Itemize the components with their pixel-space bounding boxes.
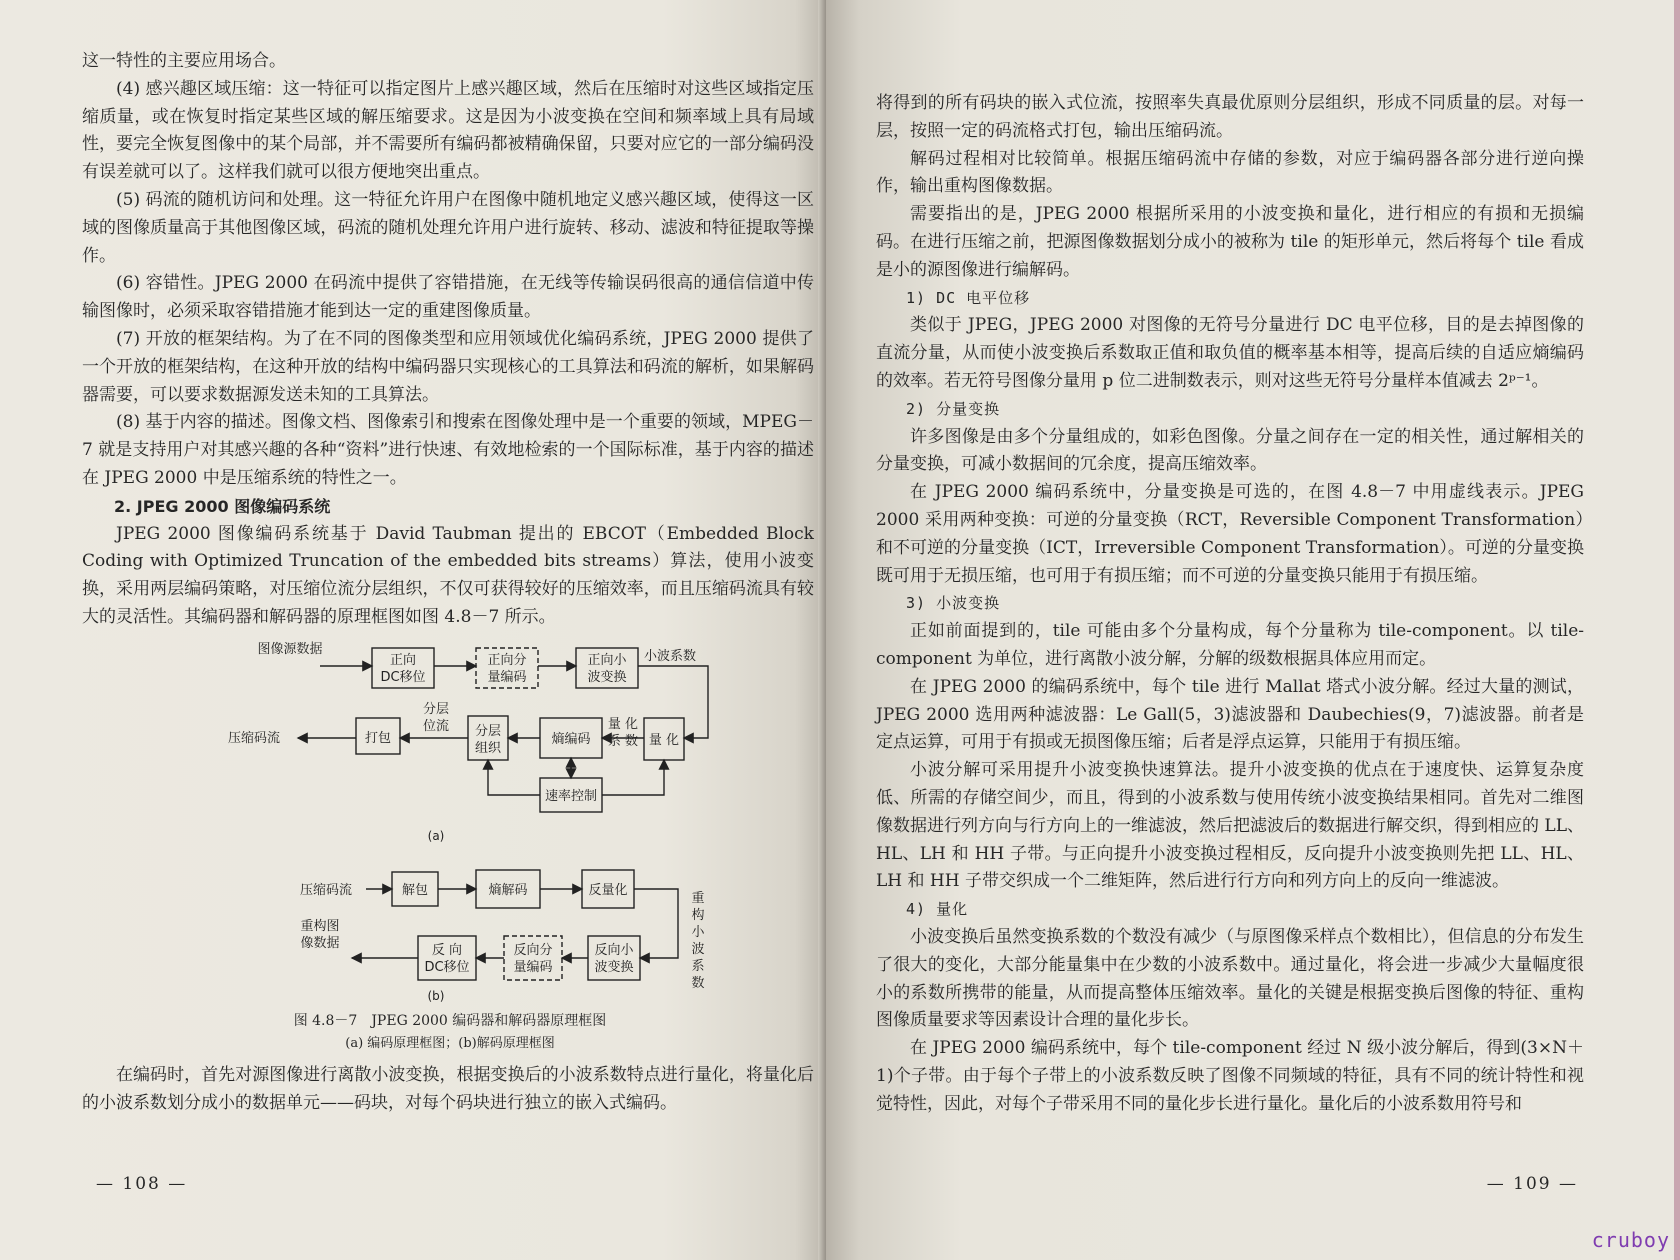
label-layer-org-1: 分层 [474, 723, 502, 739]
paragraph: 类似于 JPEG，JPEG 2000 对图像的无符号分量进行 DC 电平位移，目的是去掉图像的直流分量，从而使小波变换后系数取正值和取负值的概率基本相等，提高后续的自适应熵编码的效率。若无符号图像分量用 p 位二进制数表示，则对这些无符号分量样本值减去 2ᵖ⁻¹。 [876, 315, 1584, 391]
paragraph: 许多图像是由多个分量组成的，如彩色图像。分量之间存在一定的相关性，通过解相关的分量变换，可减小数据间的冗余度，提高压缩效率。 [876, 426, 1584, 475]
label-inv-dc-1: 反 向 [431, 942, 463, 958]
label-sub-b: (b) [427, 988, 445, 1003]
label-inv-wavelet-1: 反向小 [594, 942, 634, 958]
paragraph: 在编码时，首先对源图像进行离散小波变换，根据变换后的小波系数特点进行量化，将量化后的小波系数划分成小的数据单元——码块，对每个码块进行独立的嵌入式编码。 [82, 1064, 814, 1113]
label-wavelet-coef: 小波系数 [643, 648, 697, 664]
watermark: cruboy [1591, 1228, 1670, 1252]
paragraph: 在 JPEG 2000 的编码系统中，每个 tile 进行 Mallat 塔式小波分解。经过大量的测试，JPEG 2000 选用两种滤波器：Le Gall(5，3)滤波器和 Daubechies(9，7)滤波器。前者是定点运算，可用于有损或无损图像压缩；后者是浮点运算，只能用于有损压缩。 [876, 676, 1584, 753]
right-body-text [876, 90, 1584, 1118]
subheading: 4) 量化 [906, 900, 969, 919]
label-entropy: 熵编码 [551, 731, 591, 747]
label-fwd-wavelet-2: 波变换 [587, 669, 627, 685]
label-dequant: 反量化 [588, 882, 628, 898]
label-unpack: 解包 [401, 882, 429, 898]
paragraph: (5) 码流的随机访问和处理。这一特征允许用户在图像中随机地定义感兴趣区域，使得这一区域的图像质量高于其他图像区域，码流的随机处理允许用户进行旋转、移动、滤波和特征提取等操作。 [82, 189, 814, 266]
paragraph: 小波分解可采用提升小波变换快速算法。提升小波变换的优点在于速度快、运算复杂度低、所需的存储空间少，而且，得到的小波系数与使用传统小波变换结果相同。首先对二维图像数据进行列方向与行方向上的一维滤波，然后把滤波后的数据进行解交织，得到相应的 LL、HL、LH 和 HH 子带。与正向提升小波变换过程相反，反向提升小波变换则先把 LL、HL、LH 和 HH 子带交织成一个二维矩阵，然后进行行方向和列方向上的反向一维滤波。 [876, 760, 1584, 892]
page-number-left: — 108 — [96, 1174, 188, 1194]
paragraph: (6) 容错性。JPEG 2000 在码流中提供了容错措施，在无线等传输误码很高的通信信道中传输图像时，必须采取容错措施才能到达一定的重建图像质量。 [82, 273, 814, 322]
subheading: 2) 分量变换 [906, 399, 1001, 418]
paragraph: 解码过程相对比较简单。根据压缩码流中存储的参数，对应于编码器各部分进行逆向操作，输出重构图像数据。 [876, 148, 1584, 197]
label-fwd-comp-1: 正向分 [487, 652, 527, 668]
left-page [0, 0, 828, 1260]
label-pack: 打包 [364, 730, 392, 746]
figure-caption: 图 4.8－7 JPEG 2000 编码器和解码器原理框图 [293, 1012, 607, 1029]
label-sub-a: (a) [427, 828, 445, 843]
label-quant: 量 化 [648, 732, 680, 748]
label-recon-4: 波 [691, 941, 705, 957]
left-mid-text [82, 521, 814, 632]
left-bottom-text [82, 1062, 814, 1118]
label-layer-stream-2: 位流 [422, 718, 450, 734]
label-recon-5: 系 [691, 958, 705, 974]
paragraph: 正如前面提到的，tile 可能由多个分量构成，每个分量称为 tile-component。以 tile-component 为单位，进行离散小波分解，分解的级数根据具体应用而定。 [876, 621, 1584, 669]
label-recon-6: 数 [691, 975, 705, 991]
right-page [826, 0, 1674, 1260]
label-output: 压缩码流 [227, 730, 281, 746]
figure-subcaption: (a) 编码原理框图；(b)解码原理框图 [345, 1035, 555, 1051]
label-dec-output-1: 重构图 [300, 918, 340, 934]
label-fwd-wavelet-1: 正向小 [587, 652, 627, 668]
label-layer-org-2: 组织 [474, 740, 502, 756]
label-entropy-dec: 熵解码 [488, 882, 528, 898]
label-dec-input: 压缩码流 [299, 882, 353, 898]
page-number-right: — 109 — [1486, 1174, 1578, 1194]
subheading: 3) 小波变换 [906, 594, 1001, 613]
paragraph: 在 JPEG 2000 编码系统中，分量变换是可选的，在图 4.8－7 中用虚线表示。JPEG 2000 采用两种变换：可逆的分量变换（RCT，Reversible Component Transformation）和不可逆的分量变换（ICT，Irreversible Component Transformation）。可逆的分量变换既可用于无损压缩，也可用于有损压缩；而不可逆的分量变换只能用于有损压缩。 [876, 482, 1584, 586]
figure-4-8-7 [130, 640, 770, 1052]
label-layer-stream-1: 分层 [422, 701, 450, 717]
paragraph: 需要指出的是，JPEG 2000 根据所采用的小波变换和量化，进行相应的有损和无损编码。在进行压缩之前，把源图像数据划分成小的被称为 tile 的矩形单元，然后将每个 tile 看成是小的源图像进行编解码。 [876, 204, 1584, 280]
label-recon-1: 重 [691, 890, 705, 906]
paragraph: 在 JPEG 2000 编码系统中，每个 tile-component 经过 N 级小波分解后，得到(3×N＋1)个子带。由于每个子带上的小波系数反映了图像不同频域的特征，具有不同的统计特性和视觉特性，因此，对每个子带采用不同的量化步长进行量化。量化后的小波系数用符号和 [876, 1038, 1584, 1114]
label-quant-coef-1: 量 化 [607, 716, 639, 732]
paragraph: 这一特性的主要应用场合。 [82, 51, 286, 71]
label-inv-comp-2: 量编码 [513, 959, 553, 975]
paragraph: 将得到的所有码块的嵌入式位流，按照率失真最优原则分层组织，形成不同质量的层。对每一层，按照一定的码流格式打包，输出压缩码流。 [876, 93, 1584, 141]
paragraph: 小波变换后虽然变换系数的个数没有减少（与原图像采样点个数相比），但信息的分布发生了很大的变化，大部分能量集中在少数的小波系数中。通过量化，将会进一步减少大量幅度很小的系数所携带的能量，从而提高整体压缩效率。量化的关键是根据变换后图像的特征、重构图像质量要求等因素设计合理的量化步长。 [876, 926, 1584, 1031]
label-dec-output-2: 像数据 [300, 935, 340, 951]
label-rate: 速率控制 [544, 788, 598, 804]
label-recon-3: 小 [691, 924, 705, 940]
label-fwd-dc-2: DC移位 [380, 669, 426, 685]
label-inv-comp-1: 反向分 [513, 942, 553, 958]
paragraph: JPEG 2000 图像编码系统基于 David Taubman 提出的 EBCOT（Embedded Block Coding with Optimized Truncation of the embedded bits streams）算法，使用小波变换，采用两层编码策略，对压缩位流分层组织，不仅可获得较好的压缩效率，而且压缩码流具有较大的灵活性。其编码器和解码器的原理框图如图 4.8－7 所示。 [82, 523, 814, 627]
section-heading: 2. JPEG 2000 图像编码系统 [114, 496, 331, 516]
label-quant-coef-2: 系 数 [607, 733, 639, 749]
label-fwd-dc-1: 正向 [389, 652, 417, 668]
label-inv-dc-2: DC移位 [424, 959, 470, 975]
paragraph: (4) 感兴趣区域压缩：这一特征可以指定图片上感兴趣区域，然后在压缩时对这些区域指定压缩质量，或在恢复时指定某些区域的解压缩要求。这是因为小波变换在空间和频率域上具有局域性，要完全恢复图像中的某个局部，并不需要所有编码都被精确保留，只要对应它的一部分编码没有误差就可以了。这样我们就可以很方便地突出重点。 [82, 78, 814, 183]
label-source: 图像源数据 [257, 641, 323, 657]
left-top-text [82, 48, 814, 493]
paragraph: (8) 基于内容的描述。图像文档、图像索引和搜索在图像处理中是一个重要的领域，MPEG－7 就是支持用户对其感兴趣的各种“资料”进行快速、有效地检索的一个国际标准，基于内容的描述在 JPEG 2000 中是压缩系统的特性之一。 [82, 412, 814, 488]
block-diagram [130, 640, 770, 1052]
label-fwd-comp-2: 量编码 [487, 669, 527, 685]
label-inv-wavelet-2: 波变换 [594, 959, 634, 975]
paragraph: (7) 开放的框架结构。为了在不同的图像类型和应用领域优化编码系统，JPEG 2000 提供了一个开放的框架结构，在这种开放的结构中编码器只实现核心的工具算法和码流的解析，如果解码器需要，可以要求数据源发送未知的工具算法。 [82, 328, 814, 405]
label-recon-2: 构 [691, 907, 705, 923]
subheading: 1) DC 电平位移 [906, 288, 1031, 307]
